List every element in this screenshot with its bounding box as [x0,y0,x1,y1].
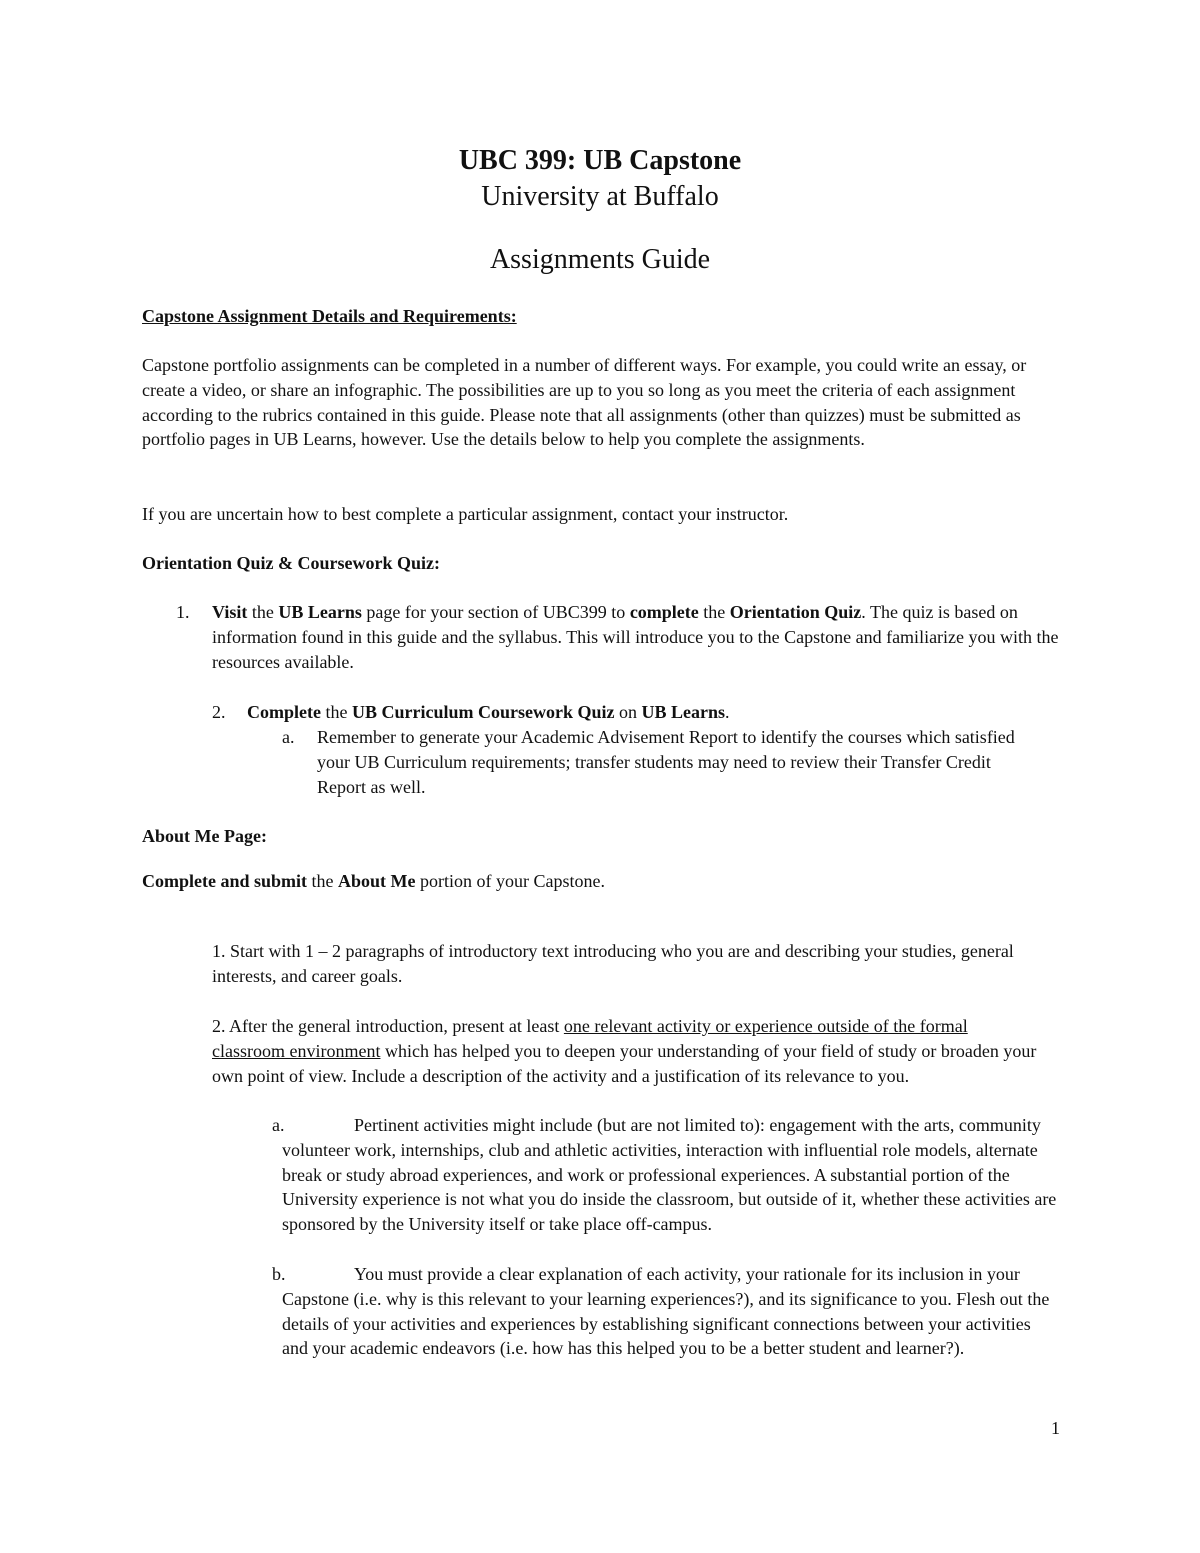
details-heading: Capstone Assignment Details and Requirements: [142,306,517,326]
list-letter: a. [272,1115,285,1135]
about-item-1: 1. Start with 1 – 2 paragraphs of introductory text introducing who you are and describing your studies, general interests, and career goals. [212,941,1014,986]
guide-title: Assignments Guide [489,244,711,275]
list-letter: a. [282,727,295,747]
page-number: 1 [1051,1418,1060,1438]
list-number: 2. [212,702,226,722]
list-number: 1. [176,602,190,622]
about-item-2: 2. After the general introduction, present at least one relevant activity or experience outside of the formal classroom environment which has helped you to deepen your understanding of your field of study or broaden your own point of view. Include a description of the activity and a justification of its relevance to you. [212,1016,1037,1086]
list-letter: b. [272,1264,286,1284]
quiz-item-2-sub-a: a. Remember to generate your Academic Advisement Report to identify the courses which satisfied your UB Curriculum requirements; transfer students may need to review their Transfer Credit Report as well. [282,727,1015,797]
about-item-2-sub-a: a. Pertinent activities might include (but are not limited to): engagement with the arts, community volunteer work, internships, club and athletic activities, interaction with influential role models, alternate break or study abroad experiences, and work or professional experiences. A substantial portion of the University experience is not what you do inside the classroom, but outside of it, whether these activities are sponsored by the University itself or take place off-campus. [272,1115,1057,1235]
quiz-heading: Orientation Quiz & Coursework Quiz: [142,553,440,573]
quiz-item-2: 2. Complete the UB Curriculum Coursework Quiz on UB Learns. [247,700,1072,725]
instructor-paragraph: If you are uncertain how to best complete a particular assignment, contact your instructor. [142,504,789,524]
about-heading: About Me Page: [142,826,267,846]
quiz-item-1: 1. Visit the UB Learns page for your section of UBC399 to complete the Orientation Quiz. The quiz is based on information found in this guide and the syllabus. This will introduce you to the Capstone and familiarize you with the resources available. [176,602,1059,672]
course-title: UBC 399: UB Capstone [458,145,742,176]
details-paragraph: Capstone portfolio assignments can be completed in a number of different ways. For example, you could write an essay, or create a video, or share an infographic. The possibilities are up to you so long as you meet the criteria of each assignment according to the rubrics contained in this guide. Please note that all assignments (other than quizzes) must be submitted as portfolio pages in UB Learns, however. Use the details below to help you complete the assignments. [142,355,1027,450]
about-intro: Complete and submit the About Me portion of your Capstone. [142,871,605,891]
university-name: University at Buffalo [481,181,719,212]
about-item-2-sub-b: b. You must provide a clear explanation of each activity, your rationale for its inclusion in your Capstone (i.e. why is this relevant to your learning experiences?), and its significance to you. Flesh out the details of your activities and experiences by establishing significant connections between your activities and your academic endeavors (i.e. how has this helped you to be a better student and learner?). [272,1264,1050,1359]
